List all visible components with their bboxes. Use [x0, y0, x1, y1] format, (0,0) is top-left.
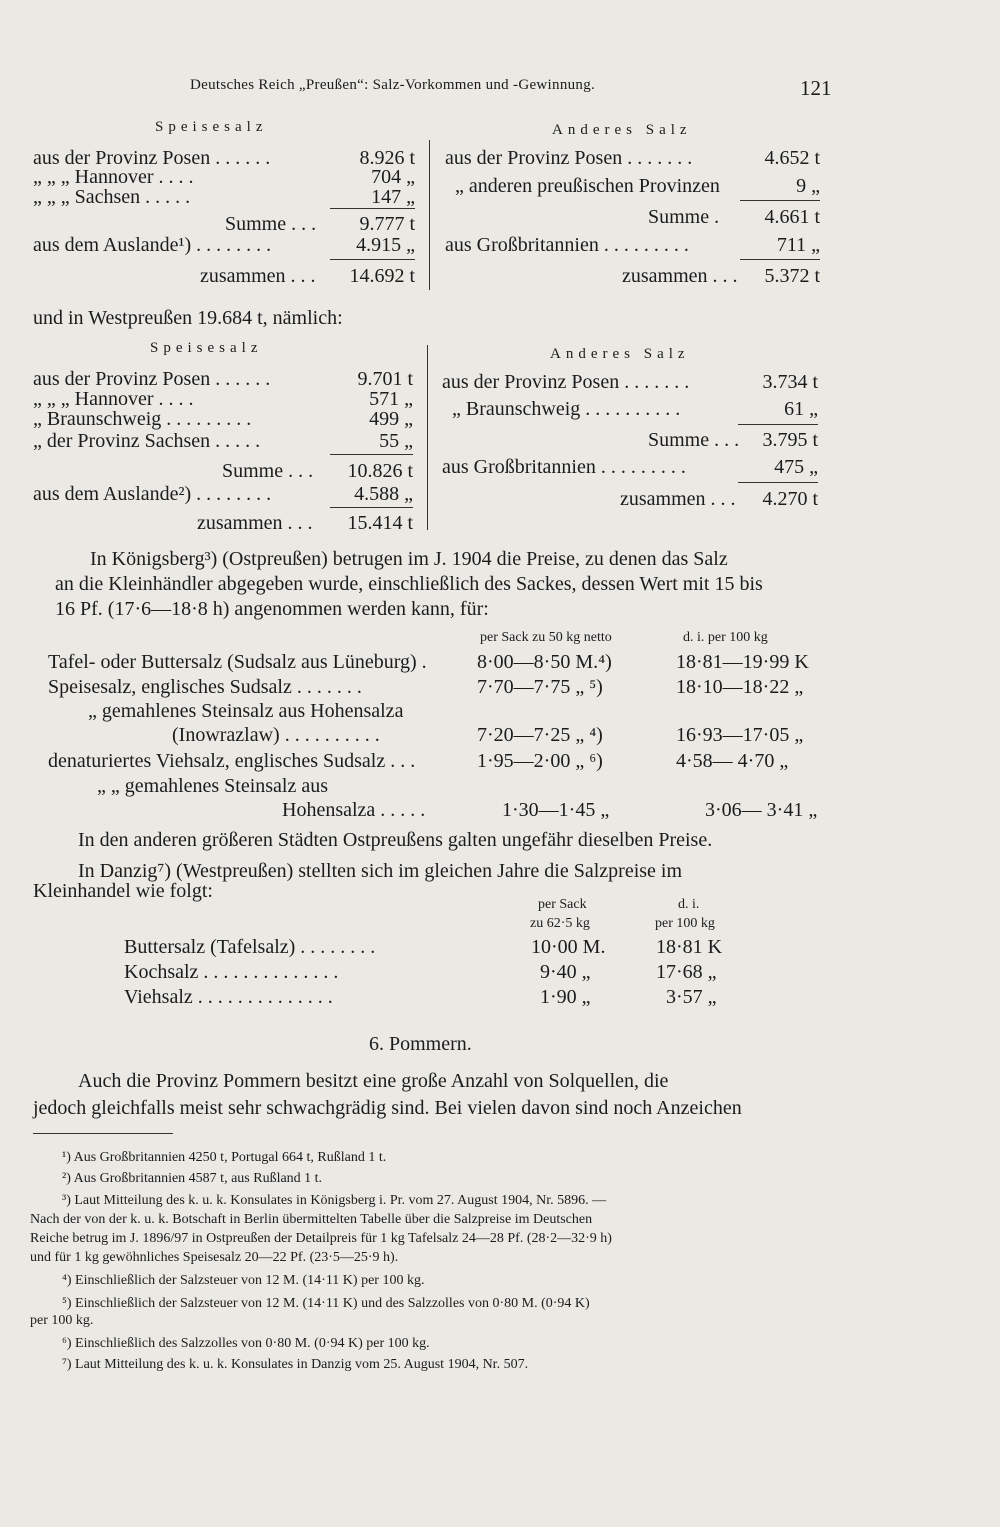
- danzig-col-head: per 100 kg: [655, 916, 715, 931]
- table1-left-value: 14.692 t: [349, 265, 415, 287]
- table2-rule: [330, 454, 413, 455]
- table2-right-value: 61 „: [784, 398, 818, 420]
- table1-left-label: Summe . . .: [225, 213, 317, 235]
- danzig-row-v1: 9·40 „: [540, 961, 591, 983]
- price-row-v1: 7·70—7·75 „ ⁵): [477, 676, 603, 698]
- price-row-v2: 16·93—17·05 „: [676, 724, 804, 746]
- footnote: ⁶) Einschließlich des Salzzolles von 0·80 M. (0·94 K) per 100 kg.: [62, 1336, 430, 1351]
- price-row-label: „ „ gemahlenes Steinsalz aus: [97, 775, 329, 797]
- table1-rule: [330, 259, 415, 260]
- footnote: Nach der von der k. u. k. Botschaft in Berlin übermittelten Tabelle über die Salzpreise im Deutschen: [30, 1212, 593, 1227]
- table1-left-label: aus dem Auslande¹) . . . . . . . .: [33, 234, 272, 256]
- koenigsberg-line: an die Kleinhändler abgegeben wurde, einschließlich des Sackes, dessen Wert mit 15 bis: [55, 573, 763, 595]
- table2-left-label: aus dem Auslande²) . . . . . . . .: [33, 483, 272, 505]
- table2-right-label: „ Braunschweig . . . . . . . . . .: [452, 398, 681, 420]
- table1-left-value: 8.926 t: [359, 147, 415, 169]
- table2-left-heading: Speisesalz: [150, 340, 263, 356]
- danzig-row-v2: 18·81 K: [656, 936, 723, 958]
- danzig-row-v1: 1·90 „: [540, 986, 591, 1008]
- danzig-row-label: Viehsalz . . . . . . . . . . . . . .: [124, 986, 333, 1008]
- table1-rule: [740, 200, 820, 201]
- footnote: Reiche betrug im J. 1896/97 in Ostpreußen der Detailpreis für 1 kg Tafelsalz 24—28 Pf. (28·2—32·9 h): [30, 1231, 612, 1246]
- footnote: ²) Aus Großbritannien 4587 t, aus Rußland 1 t.: [62, 1171, 323, 1186]
- table2-left-value: 4.588 „: [354, 483, 413, 505]
- danzig-row-v1: 10·00 M.: [531, 936, 606, 958]
- table1-right-label: „ anderen preußischen Provinzen: [455, 175, 720, 197]
- table1-right-label: zusammen . . .: [622, 265, 738, 287]
- danzig-row-label: Buttersalz (Tafelsalz) . . . . . . . .: [124, 936, 376, 958]
- danzig-col-head: d. i.: [678, 897, 700, 912]
- table2-right-value: 3.795 t: [762, 429, 818, 451]
- table1-divider: [429, 140, 430, 290]
- koenigsberg-col-head: d. i. per 100 kg: [683, 630, 768, 645]
- price-row-v1: 7·20—7·25 „ ⁴): [477, 724, 603, 746]
- koenigsberg-col-head: per Sack zu 50 kg netto: [480, 630, 612, 645]
- table1-left-heading: Speisesalz: [155, 119, 268, 135]
- koenigsberg-closing: In den anderen größeren Städten Ostpreußens galten ungefähr dieselben Preise.: [78, 829, 713, 851]
- price-row-label: Hohensalza . . . . .: [282, 799, 426, 821]
- footnote-rule: [33, 1133, 173, 1134]
- danzig-col-head: zu 62·5 kg: [530, 916, 590, 931]
- table2-rule: [738, 424, 818, 425]
- table2-left-label: zusammen . . .: [197, 512, 313, 534]
- table2-divider: [427, 345, 428, 530]
- table1-left-label: „ „ „ Hannover . . . .: [33, 166, 194, 188]
- table1-left-label: zusammen . . .: [200, 265, 316, 287]
- table1-left-value: 9.777 t: [359, 213, 415, 235]
- table1-left-label: „ „ „ Sachsen . . . . .: [33, 186, 191, 208]
- price-row-v2: 3·06— 3·41 „: [705, 799, 818, 821]
- footnote: und für 1 kg gewöhnliches Speisesalz 20—22 Pf. (23·5—25·9 h).: [30, 1250, 399, 1265]
- footnote: ⁴) Einschließlich der Salzsteuer von 12 M. (14·11 K) per 100 kg.: [62, 1273, 425, 1288]
- footnote: per 100 kg.: [30, 1313, 94, 1328]
- table1-right-value: 9 „: [796, 175, 820, 197]
- table1-left-value: 147 „: [371, 186, 415, 208]
- table1-rule: [740, 259, 820, 260]
- footnote: ³) Laut Mitteilung des k. u. k. Konsulates in Königsberg i. Pr. vom 27. August 1904, Nr. 5896. —: [62, 1193, 607, 1208]
- footnote: ⁷) Laut Mitteilung des k. u. k. Konsulates in Danzig vom 25. August 1904, Nr. 507.: [62, 1357, 529, 1372]
- pommern-line: jedoch gleichfalls meist sehr schwachgrädig sind. Bei vielen davon sind noch Anzeichen: [33, 1097, 742, 1119]
- table2-right-label: aus Großbritannien . . . . . . . . .: [442, 456, 686, 478]
- table1-right-value: 4.661 t: [764, 206, 820, 228]
- table2-right-value: 4.270 t: [762, 488, 818, 510]
- price-row-label: Tafel- oder Buttersalz (Sudsalz aus Lüneburg) .: [48, 651, 427, 673]
- price-row-v2: 18·81—19·99 K: [676, 651, 809, 673]
- table1-right-value: 4.652 t: [764, 147, 820, 169]
- koenigsberg-line: In Königsberg³) (Ostpreußen) betrugen im J. 1904 die Preise, zu denen das Salz: [90, 548, 728, 570]
- table1-right-label: aus Großbritannien . . . . . . . . .: [445, 234, 689, 256]
- table2-right-label: zusammen . . .: [620, 488, 736, 510]
- danzig-row-v2: 3·57 „: [666, 986, 717, 1008]
- running-title: Deutsches Reich „Preußen“: Salz-Vorkommen und -Gewinnung.: [190, 77, 596, 93]
- table2-left-label: „ der Provinz Sachsen . . . . .: [33, 430, 261, 452]
- danzig-line: In Danzig⁷) (Westpreußen) stellten sich im gleichen Jahre die Salzpreise im: [78, 860, 683, 882]
- table2-left-value: 9.701 t: [357, 368, 413, 390]
- table2-left-label: „ „ „ Hannover . . . .: [33, 388, 194, 410]
- table1-right-value: 711 „: [776, 234, 820, 256]
- page-number: 121: [800, 76, 832, 100]
- pommern-line: Auch die Provinz Pommern besitzt eine große Anzahl von Solquellen, die: [78, 1070, 669, 1092]
- table2-rule: [330, 507, 413, 508]
- price-row-label: (Inowrazlaw) . . . . . . . . . .: [172, 724, 380, 746]
- danzig-line: Kleinhandel wie folgt:: [33, 880, 213, 902]
- price-row-v1: 1·95—2·00 „ ⁶): [477, 750, 603, 772]
- table2-left-value: 499 „: [369, 408, 413, 430]
- price-row-v1: 8·00—8·50 M.⁴): [477, 651, 612, 673]
- table1-left-value: 4.915 „: [356, 234, 415, 256]
- danzig-row-label: Kochsalz . . . . . . . . . . . . . .: [124, 961, 339, 983]
- danzig-col-head: per Sack: [538, 897, 587, 912]
- table2-left-value: 571 „: [369, 388, 413, 410]
- table2-left-label: Summe . . .: [222, 460, 314, 482]
- koenigsberg-line: 16 Pf. (17·6—18·8 h) angenommen werden kann, für:: [55, 598, 489, 620]
- table1-right-value: 5.372 t: [764, 265, 820, 287]
- price-row-v2: 4·58— 4·70 „: [676, 750, 789, 772]
- table1-right-label: Summe .: [648, 206, 720, 228]
- table2-left-label: „ Braunschweig . . . . . . . . .: [33, 408, 252, 430]
- table1-rule: [330, 208, 415, 209]
- table2-right-value: 3.734 t: [762, 371, 818, 393]
- table1-left-label: aus der Provinz Posen . . . . . .: [33, 147, 271, 169]
- danzig-row-v2: 17·68 „: [656, 961, 717, 983]
- table1-right-label: aus der Provinz Posen . . . . . . .: [445, 147, 693, 169]
- price-row-label: Speisesalz, englisches Sudsalz . . . . . . .: [48, 676, 362, 698]
- footnote: ¹) Aus Großbritannien 4250 t, Portugal 664 t, Rußland 1 t.: [62, 1150, 387, 1165]
- price-row-label: denaturiertes Viehsalz, englisches Sudsalz . . .: [48, 750, 416, 772]
- table2-left-value: 55 „: [379, 430, 413, 452]
- footnote: ⁵) Einschließlich der Salzsteuer von 12 M. (14·11 K) und des Salzzolles von 0·80 M. (0·94 K): [62, 1296, 590, 1311]
- section-heading: 6. Pommern.: [369, 1033, 472, 1055]
- table2-right-label: aus der Provinz Posen . . . . . . .: [442, 371, 690, 393]
- table2-left-label: aus der Provinz Posen . . . . . .: [33, 368, 271, 390]
- table2-left-value: 10.826 t: [347, 460, 413, 482]
- price-row-label: „ gemahlenes Steinsalz aus Hohensalza: [88, 700, 404, 722]
- price-row-v1: 1·30—1·45 „: [502, 799, 610, 821]
- price-row-v2: 18·10—18·22 „: [676, 676, 804, 698]
- table2-right-heading: Anderes Salz: [550, 346, 690, 362]
- table2-rule: [738, 482, 818, 483]
- westpreussen-intro: und in Westpreußen 19.684 t, nämlich:: [33, 307, 343, 329]
- table2-right-value: 475 „: [774, 456, 818, 478]
- table1-right-heading: Anderes Salz: [552, 122, 692, 138]
- table2-right-label: Summe . . .: [648, 429, 740, 451]
- table2-left-value: 15.414 t: [347, 512, 413, 534]
- table1-left-value: 704 „: [371, 166, 415, 188]
